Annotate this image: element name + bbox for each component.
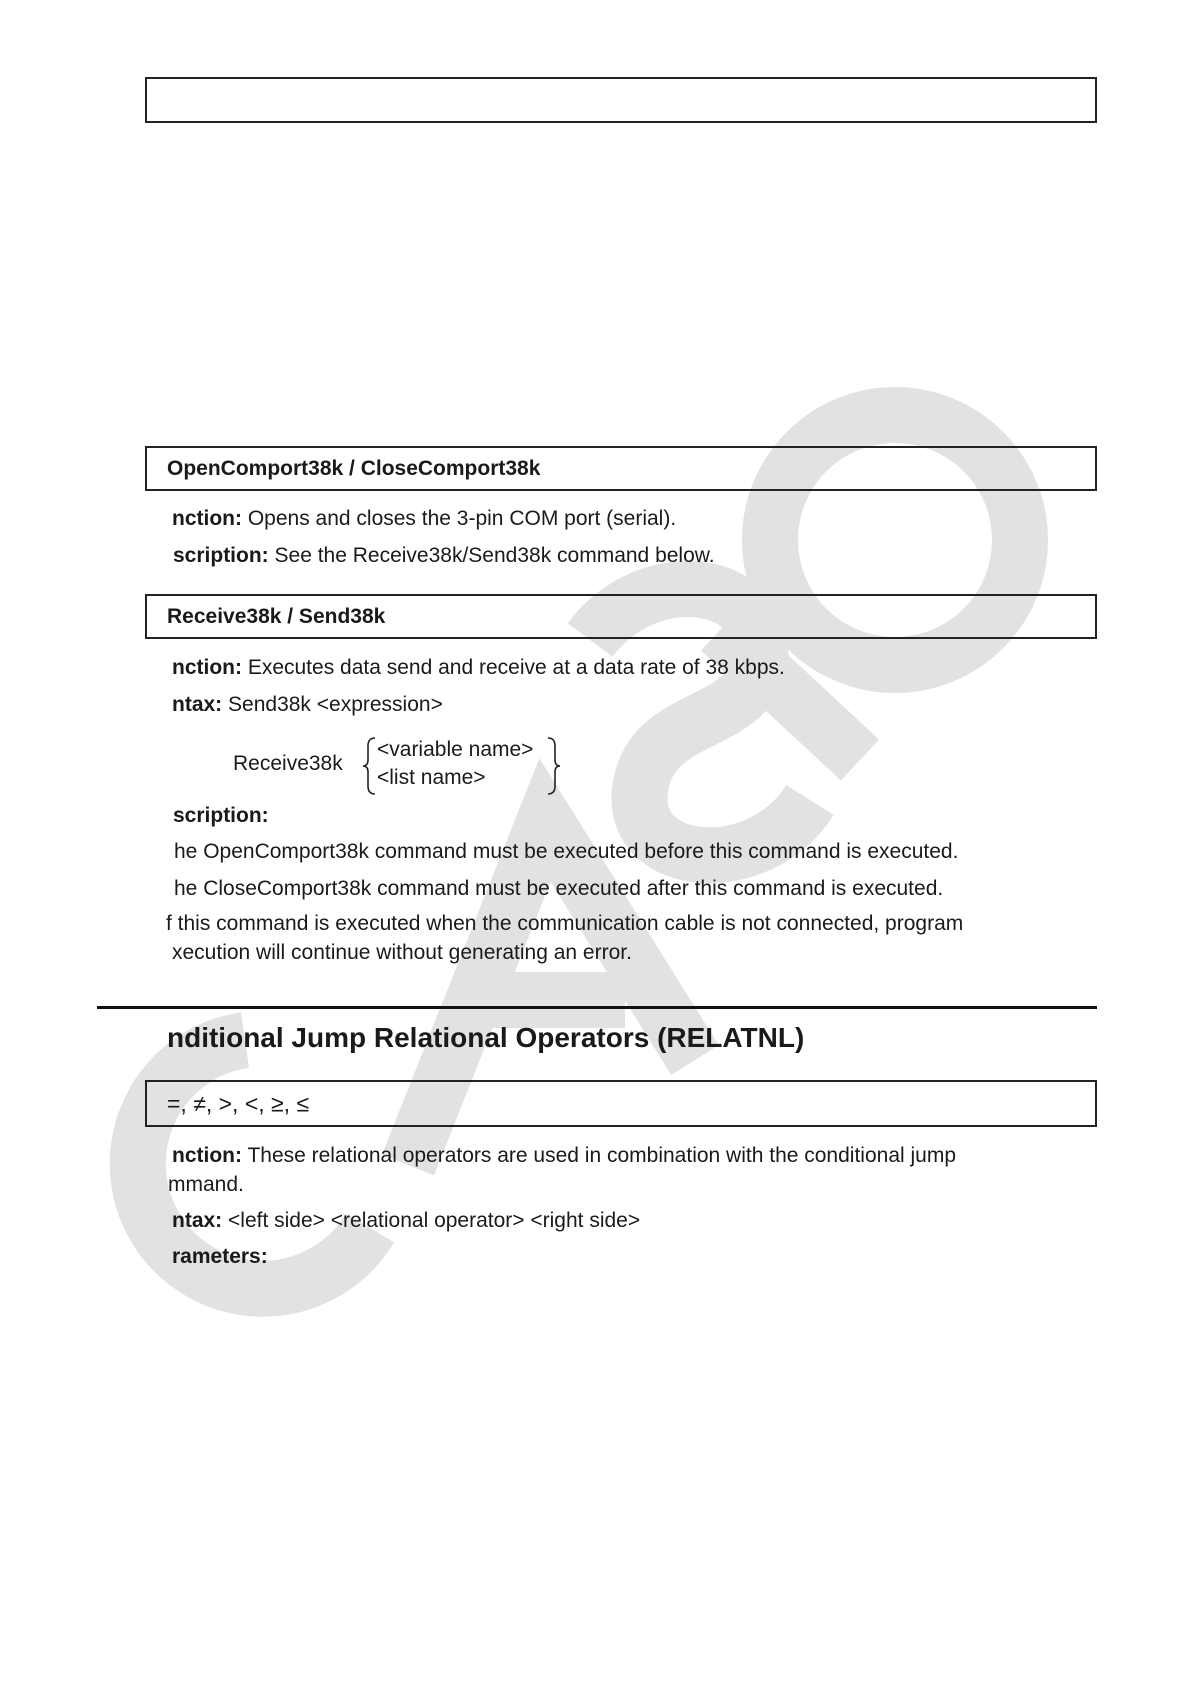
receive-syntax2-cmd: Receive38k xyxy=(233,752,343,775)
receive-function xyxy=(172,655,785,681)
function-label: nction: xyxy=(172,656,242,679)
receive-title: Receive38k / Send38k xyxy=(167,604,386,628)
opencomport-function xyxy=(172,506,676,532)
opencomport-title: OpenComport38k / CloseComport38k xyxy=(167,456,541,480)
relatnl-syntax xyxy=(172,1208,640,1234)
receive-syntax2-opt1: <variable name> xyxy=(377,738,534,761)
syntax-label: ntax: xyxy=(172,1209,223,1232)
description-label: scription: xyxy=(173,544,269,567)
receive-syntax xyxy=(172,692,443,718)
receive-box xyxy=(145,594,1097,639)
description-text: See the Receive38k/Send38k command below. xyxy=(268,544,715,567)
syntax-text: <left side> <relational operator> <right side> xyxy=(222,1209,641,1232)
syntax-text: Send38k <expression> xyxy=(222,693,443,716)
receive-desc-line1: he OpenComport38k command must be executed before this command is executed. xyxy=(174,840,959,863)
relatnl-heading: nditional Jump Relational Operators (RELATNL) xyxy=(167,1022,805,1053)
left-brace xyxy=(362,736,378,796)
right-brace xyxy=(545,736,561,796)
parameters-label: rameters: xyxy=(172,1245,268,1268)
relatnl-box-title: =, ≠, >, <, ≥, ≤ xyxy=(167,1090,310,1116)
relatnl-parameters xyxy=(172,1244,268,1270)
opencomport-description xyxy=(173,543,715,569)
receive-desc-line2: he CloseComport38k command must be executed after this command is executed. xyxy=(174,877,944,900)
function-label: nction: xyxy=(172,507,242,530)
receive-desc-line3b: xecution will continue without generating an error. xyxy=(172,941,632,964)
section-divider xyxy=(97,1006,1097,1009)
function-text: These relational operators are used in combination with the conditional jump xyxy=(241,1144,957,1167)
syntax-label: ntax: xyxy=(172,693,223,716)
opencomport-box xyxy=(145,446,1097,491)
function-text: Opens and closes the 3-pin COM port (serial). xyxy=(241,507,677,530)
relatnl-function xyxy=(172,1143,956,1169)
receive-description-label xyxy=(173,803,269,829)
receive-desc-line3a: f this command is executed when the communication cable is not connected, program xyxy=(166,912,964,935)
function-label: nction: xyxy=(172,1144,242,1167)
function-text: Executes data send and receive at a data rate of 38 kbps. xyxy=(241,656,785,679)
top-box xyxy=(145,77,1097,123)
receive-syntax2-opt2: <list name> xyxy=(377,766,486,789)
relatnl-box xyxy=(145,1080,1097,1127)
description-label: scription: xyxy=(173,804,269,827)
relatnl-function-cont: mmand. xyxy=(168,1173,244,1196)
